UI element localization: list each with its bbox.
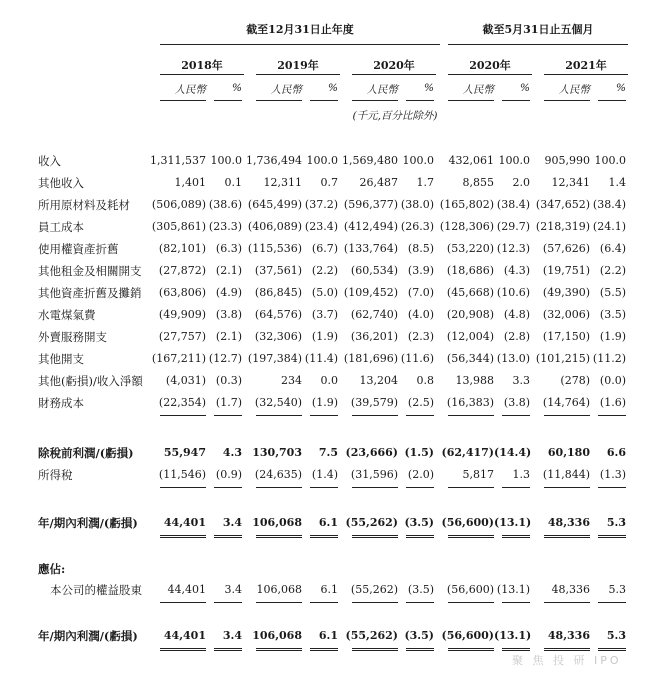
column-header-rmb: 人民幣 bbox=[270, 84, 302, 96]
percentage-cell: (4.3) bbox=[503, 264, 530, 277]
percentage-cell: 1.4 bbox=[608, 176, 626, 189]
amount-cell: (62,417) bbox=[441, 446, 494, 459]
amount-cell: (596,377) bbox=[343, 198, 398, 211]
subtotal-rule bbox=[310, 487, 338, 488]
total-double-rule bbox=[406, 648, 434, 651]
subtotal-rule bbox=[502, 487, 530, 488]
table-row-income-tax bbox=[0, 466, 661, 484]
amount-cell: (101,215) bbox=[535, 352, 590, 365]
percentage-cell: (1.9) bbox=[599, 330, 626, 343]
percentage-cell: (4.8) bbox=[503, 308, 530, 321]
amount-cell: 106,068 bbox=[252, 629, 302, 642]
percentage-cell: (13.1) bbox=[494, 516, 532, 529]
row-label: 其他(虧損)/收入淨額 bbox=[38, 374, 143, 388]
subtotal-rule bbox=[598, 602, 626, 603]
column-header-pct: % bbox=[424, 82, 434, 94]
percentage-cell: 7.5 bbox=[318, 446, 338, 459]
row-label: 其他資產折舊及攤銷 bbox=[38, 286, 142, 300]
column-header-pct: % bbox=[520, 82, 530, 94]
amount-cell: 55,947 bbox=[163, 446, 206, 459]
amount-cell: (62,740) bbox=[350, 308, 398, 321]
amount-cell: (53,220) bbox=[446, 242, 494, 255]
amount-cell: (11,844) bbox=[542, 468, 590, 481]
percentage-cell: (2.0) bbox=[407, 468, 434, 481]
column-header-pct: % bbox=[616, 82, 626, 94]
row-label: 水電煤氣費 bbox=[38, 308, 96, 322]
percentage-cell: 0.0 bbox=[320, 374, 338, 387]
percentage-cell: 0.8 bbox=[416, 374, 434, 387]
amount-cell: (32,306) bbox=[254, 330, 302, 343]
total-double-rule bbox=[310, 535, 338, 538]
total-double-rule bbox=[598, 648, 626, 651]
percentage-cell: 0.7 bbox=[320, 176, 338, 189]
amount-cell: (645,499) bbox=[247, 198, 302, 211]
watermark: 聚 焦 投 研 IPO bbox=[512, 654, 622, 667]
percentage-cell: (38.4) bbox=[496, 198, 530, 211]
amount-cell: (56,600) bbox=[441, 629, 494, 642]
total-double-rule bbox=[544, 648, 590, 651]
table-row-profit-for-period-total bbox=[0, 627, 661, 645]
amount-cell: (181,696) bbox=[343, 352, 398, 365]
percentage-cell: (2.2) bbox=[599, 264, 626, 277]
amount-cell: (82,101) bbox=[158, 242, 206, 255]
amount-cell: (24,635) bbox=[254, 468, 302, 481]
column-rule bbox=[160, 100, 206, 101]
group-header-five-months: 截至5月31日止五個月 bbox=[482, 23, 594, 36]
total-double-rule bbox=[160, 535, 206, 538]
amount-cell: 905,990 bbox=[544, 154, 590, 167]
percentage-cell: (38.4) bbox=[592, 198, 626, 211]
amount-cell: (347,652) bbox=[535, 198, 590, 211]
table-row-other-income bbox=[0, 174, 661, 192]
subtotal-rule bbox=[502, 602, 530, 603]
subtotal-rule bbox=[544, 415, 590, 416]
amount-cell: 13,204 bbox=[359, 374, 398, 387]
amount-cell: (64,576) bbox=[254, 308, 302, 321]
total-double-rule bbox=[502, 535, 530, 538]
subtotal-rule bbox=[448, 415, 494, 416]
column-header-pct: % bbox=[328, 82, 338, 94]
subtotal-rule bbox=[160, 602, 206, 603]
subtotal-rule bbox=[598, 487, 626, 488]
amount-cell: 106,068 bbox=[252, 516, 302, 529]
row-label: 外賣服務開支 bbox=[38, 330, 107, 344]
subtotal-rule bbox=[256, 487, 302, 488]
total-double-rule bbox=[406, 535, 434, 538]
row-label: 其他租金及相關開支 bbox=[38, 264, 142, 278]
subtotal-rule bbox=[352, 415, 398, 416]
amount-cell: (60,534) bbox=[350, 264, 398, 277]
row-label: 年/期內利潤/(虧損) bbox=[38, 629, 138, 643]
table-row-finance-costs bbox=[0, 394, 661, 412]
percentage-cell: (12.7) bbox=[208, 352, 242, 365]
total-double-rule bbox=[502, 648, 530, 651]
percentage-cell: (1.9) bbox=[311, 330, 338, 343]
table-row-profit-for-period bbox=[0, 514, 661, 532]
percentage-cell: 6.1 bbox=[318, 516, 338, 529]
table-row-delivery-expenses bbox=[0, 328, 661, 346]
percentage-cell: (0.9) bbox=[215, 468, 242, 481]
year-rule bbox=[352, 74, 436, 75]
subtotal-rule bbox=[352, 602, 398, 603]
percentage-cell: (6.4) bbox=[599, 242, 626, 255]
percentage-cell: (26.3) bbox=[400, 220, 434, 233]
amount-cell: (305,861) bbox=[151, 220, 206, 233]
subtotal-rule bbox=[160, 487, 206, 488]
percentage-cell: (4.9) bbox=[215, 286, 242, 299]
percentage-cell: (23.3) bbox=[208, 220, 242, 233]
year-rule bbox=[448, 74, 532, 75]
amount-cell: (86,845) bbox=[254, 286, 302, 299]
amount-cell: (412,494) bbox=[343, 220, 398, 233]
table-row-profit-before-tax bbox=[0, 444, 661, 462]
percentage-cell: (3.5) bbox=[407, 583, 434, 596]
amount-cell: (133,764) bbox=[343, 242, 398, 255]
subtotal-rule bbox=[214, 487, 242, 488]
amount-cell: (115,536) bbox=[247, 242, 302, 255]
percentage-cell: (10.6) bbox=[496, 286, 530, 299]
table-row-other-rentals bbox=[0, 262, 661, 280]
row-label: 其他收入 bbox=[38, 176, 84, 190]
table-row-staff-costs bbox=[0, 218, 661, 236]
percentage-cell: (2.2) bbox=[311, 264, 338, 277]
amount-cell: (11,546) bbox=[158, 468, 206, 481]
total-double-rule bbox=[256, 535, 302, 538]
year-header-2020: 2020年 bbox=[373, 59, 415, 72]
row-label: 本公司的權益股東 bbox=[50, 583, 142, 597]
year-rule bbox=[160, 74, 244, 75]
percentage-cell: 6.6 bbox=[606, 446, 626, 459]
amount-cell: (55,262) bbox=[345, 629, 398, 642]
amount-cell: 130,703 bbox=[252, 446, 302, 459]
amount-cell: (23,666) bbox=[345, 446, 398, 459]
total-double-rule bbox=[352, 535, 398, 538]
percentage-cell: (5.0) bbox=[311, 286, 338, 299]
column-rule bbox=[256, 100, 302, 101]
amount-cell: 106,068 bbox=[256, 583, 302, 596]
amount-cell: (39,579) bbox=[350, 396, 398, 409]
subtotal-rule bbox=[448, 487, 494, 488]
amount-cell: (197,384) bbox=[247, 352, 302, 365]
amount-cell: (55,262) bbox=[350, 583, 398, 596]
percentage-cell: (3.8) bbox=[215, 308, 242, 321]
row-label: 使用權資產折舊 bbox=[38, 242, 119, 256]
amount-cell: 1,569,480 bbox=[342, 154, 398, 167]
percentage-cell: 100.0 bbox=[594, 154, 626, 167]
percentage-cell: (2.5) bbox=[407, 396, 434, 409]
amount-cell: (20,908) bbox=[446, 308, 494, 321]
percentage-cell: (11.4) bbox=[304, 352, 338, 365]
amount-cell: (12,004) bbox=[446, 330, 494, 343]
column-rule bbox=[598, 100, 626, 101]
percentage-cell: (5.5) bbox=[599, 286, 626, 299]
percentage-cell: (29.7) bbox=[496, 220, 530, 233]
percentage-cell: (13.1) bbox=[494, 629, 532, 642]
amount-cell: 48,336 bbox=[547, 629, 590, 642]
year-header-2020-five-months: 2020年 bbox=[469, 59, 511, 72]
amount-cell: 44,401 bbox=[167, 583, 206, 596]
percentage-cell: 2.0 bbox=[512, 176, 530, 189]
row-label: 其他開支 bbox=[38, 352, 84, 366]
percentage-cell: (2.3) bbox=[407, 330, 434, 343]
amount-cell: (406,089) bbox=[247, 220, 302, 233]
amount-cell: 48,336 bbox=[551, 583, 590, 596]
amount-cell: (49,909) bbox=[158, 308, 206, 321]
percentage-cell: (24.1) bbox=[592, 220, 626, 233]
percentage-cell: (8.5) bbox=[407, 242, 434, 255]
percentage-cell: (12.3) bbox=[496, 242, 530, 255]
percentage-cell: (37.2) bbox=[304, 198, 338, 211]
amount-cell: (16,383) bbox=[446, 396, 494, 409]
percentage-cell: (4.0) bbox=[407, 308, 434, 321]
amount-cell: 44,401 bbox=[163, 516, 206, 529]
row-label: 財務成本 bbox=[38, 396, 84, 410]
subtotal-rule bbox=[544, 602, 590, 603]
table-row-revenue bbox=[0, 152, 661, 170]
amount-cell: 1,311,537 bbox=[150, 154, 206, 167]
subtotal-rule bbox=[406, 487, 434, 488]
subtotal-rule bbox=[256, 602, 302, 603]
total-double-rule bbox=[256, 648, 302, 651]
table-row-other-net-gains bbox=[0, 372, 661, 390]
percentage-cell: 3.4 bbox=[222, 516, 242, 529]
amount-cell: (128,306) bbox=[439, 220, 494, 233]
year-header-2019: 2019年 bbox=[277, 59, 319, 72]
column-rule bbox=[406, 100, 434, 101]
percentage-cell: (3.5) bbox=[599, 308, 626, 321]
amount-cell: (109,452) bbox=[343, 286, 398, 299]
percentage-cell: (14.4) bbox=[494, 446, 532, 459]
amount-cell: (37,561) bbox=[254, 264, 302, 277]
amount-cell: (56,600) bbox=[446, 583, 494, 596]
row-label: 收入 bbox=[38, 154, 61, 168]
percentage-cell: 1.7 bbox=[416, 176, 434, 189]
column-rule bbox=[502, 100, 530, 101]
table-row-attributable-to bbox=[0, 560, 661, 578]
row-label: 年/期內利潤/(虧損) bbox=[38, 516, 138, 530]
column-rule bbox=[352, 100, 398, 101]
column-header-rmb: 人民幣 bbox=[558, 84, 590, 96]
subtotal-rule bbox=[214, 415, 242, 416]
subtotal-rule bbox=[256, 415, 302, 416]
amount-cell: 12,311 bbox=[263, 176, 302, 189]
total-double-rule bbox=[352, 648, 398, 651]
percentage-cell: 6.1 bbox=[320, 583, 338, 596]
amount-cell: (49,390) bbox=[542, 286, 590, 299]
amount-cell: 234 bbox=[281, 374, 302, 387]
amount-cell: (4,031) bbox=[165, 374, 206, 387]
table-row-rou-depreciation bbox=[0, 240, 661, 258]
amount-cell: (31,596) bbox=[350, 468, 398, 481]
amount-cell: 48,336 bbox=[547, 516, 590, 529]
group-header-annual: 截至12月31日止年度 bbox=[246, 23, 354, 36]
percentage-cell: (13.1) bbox=[496, 583, 530, 596]
percentage-cell: (38.6) bbox=[208, 198, 242, 211]
subtotal-rule bbox=[544, 487, 590, 488]
amount-cell: 1,736,494 bbox=[246, 154, 302, 167]
amount-cell: (45,668) bbox=[446, 286, 494, 299]
column-rule bbox=[214, 100, 242, 101]
percentage-cell: 0.1 bbox=[224, 176, 242, 189]
percentage-cell: 3.4 bbox=[222, 629, 242, 642]
subtotal-rule bbox=[352, 487, 398, 488]
percentage-cell: 100.0 bbox=[210, 154, 242, 167]
percentage-cell: (11.2) bbox=[592, 352, 626, 365]
amount-cell: (18,686) bbox=[446, 264, 494, 277]
amount-cell: 5,817 bbox=[462, 468, 494, 481]
column-rule bbox=[448, 100, 494, 101]
total-double-rule bbox=[214, 648, 242, 651]
percentage-cell: (2.8) bbox=[503, 330, 530, 343]
amount-cell: 1,401 bbox=[174, 176, 206, 189]
percentage-cell: (13.0) bbox=[496, 352, 530, 365]
percentage-cell: 1.3 bbox=[512, 468, 530, 481]
amount-cell: (278) bbox=[560, 374, 590, 387]
column-header-rmb: 人民幣 bbox=[462, 84, 494, 96]
amount-cell: (55,262) bbox=[345, 516, 398, 529]
subtotal-rule bbox=[214, 602, 242, 603]
total-double-rule bbox=[214, 535, 242, 538]
subtotal-rule bbox=[310, 415, 338, 416]
column-header-pct: % bbox=[232, 82, 242, 94]
percentage-cell: 100.0 bbox=[498, 154, 530, 167]
percentage-cell: (1.9) bbox=[311, 396, 338, 409]
amount-cell: 13,988 bbox=[455, 374, 494, 387]
total-double-rule bbox=[160, 648, 206, 651]
percentage-cell: (1.4) bbox=[311, 468, 338, 481]
amount-cell: (56,600) bbox=[441, 516, 494, 529]
percentage-cell: (2.1) bbox=[215, 264, 242, 277]
percentage-cell: (6.7) bbox=[311, 242, 338, 255]
group-rule-five-months bbox=[448, 44, 628, 45]
percentage-cell: (11.6) bbox=[400, 352, 434, 365]
subtotal-rule bbox=[406, 415, 434, 416]
amount-cell: (506,089) bbox=[151, 198, 206, 211]
total-double-rule bbox=[448, 535, 494, 538]
table-row-other-expenses bbox=[0, 350, 661, 368]
year-header-2021-five-months: 2021年 bbox=[565, 59, 607, 72]
group-rule-annual bbox=[160, 44, 440, 45]
percentage-cell: (3.5) bbox=[404, 516, 434, 529]
subtotal-rule bbox=[160, 415, 206, 416]
amount-cell: 60,180 bbox=[547, 446, 590, 459]
table-row-equity-shareholders bbox=[0, 581, 661, 599]
amount-cell: (165,802) bbox=[439, 198, 494, 211]
total-double-rule bbox=[544, 535, 590, 538]
percentage-cell: 4.3 bbox=[222, 446, 242, 459]
amount-cell: 44,401 bbox=[163, 629, 206, 642]
row-label: 應佔: bbox=[38, 562, 66, 576]
table-row-raw-materials bbox=[0, 196, 661, 214]
percentage-cell: (6.3) bbox=[215, 242, 242, 255]
row-label: 員工成本 bbox=[38, 220, 84, 234]
percentage-cell: (2.1) bbox=[215, 330, 242, 343]
table-row-utilities bbox=[0, 306, 661, 324]
amount-cell: (14,764) bbox=[542, 396, 590, 409]
percentage-cell: (7.0) bbox=[407, 286, 434, 299]
amount-cell: (17,150) bbox=[542, 330, 590, 343]
amount-cell: 8,855 bbox=[462, 176, 494, 189]
row-label: 所得稅 bbox=[38, 468, 73, 482]
column-header-rmb: 人民幣 bbox=[174, 84, 206, 96]
subtotal-rule bbox=[502, 415, 530, 416]
column-rule bbox=[544, 100, 590, 101]
percentage-cell: (3.8) bbox=[503, 396, 530, 409]
column-rule bbox=[310, 100, 338, 101]
amount-cell: (27,872) bbox=[158, 264, 206, 277]
percentage-cell: (0.0) bbox=[599, 374, 626, 387]
amount-cell: 432,061 bbox=[448, 154, 494, 167]
percentage-cell: 5.3 bbox=[608, 583, 626, 596]
year-rule bbox=[256, 74, 340, 75]
percentage-cell: (1.7) bbox=[215, 396, 242, 409]
amount-cell: (167,211) bbox=[151, 352, 206, 365]
percentage-cell: (38.0) bbox=[400, 198, 434, 211]
percentage-cell: 3.4 bbox=[224, 583, 242, 596]
row-label: 除稅前利潤/(虧損) bbox=[38, 446, 134, 460]
amount-cell: 26,487 bbox=[359, 176, 398, 189]
amount-cell: 12,341 bbox=[551, 176, 590, 189]
percentage-cell: (1.5) bbox=[404, 446, 434, 459]
subtotal-rule bbox=[598, 415, 626, 416]
table-row-other-depreciation bbox=[0, 284, 661, 302]
percentage-cell: 3.3 bbox=[512, 374, 530, 387]
amount-cell: (32,540) bbox=[254, 396, 302, 409]
percentage-cell: 5.3 bbox=[606, 629, 626, 642]
total-double-rule bbox=[598, 535, 626, 538]
subtotal-rule bbox=[448, 602, 494, 603]
amount-cell: (218,319) bbox=[535, 220, 590, 233]
percentage-cell: 100.0 bbox=[402, 154, 434, 167]
amount-cell: (56,344) bbox=[446, 352, 494, 365]
percentage-cell: (0.3) bbox=[215, 374, 242, 387]
total-double-rule bbox=[310, 648, 338, 651]
amount-cell: (63,806) bbox=[158, 286, 206, 299]
year-rule bbox=[544, 74, 628, 75]
total-double-rule bbox=[448, 648, 494, 651]
amount-cell: (57,626) bbox=[542, 242, 590, 255]
amount-cell: (22,354) bbox=[158, 396, 206, 409]
percentage-cell: 100.0 bbox=[306, 154, 338, 167]
year-header-2018: 2018年 bbox=[181, 59, 223, 72]
percentage-cell: (1.3) bbox=[599, 468, 626, 481]
row-label: 所用原材料及耗材 bbox=[38, 198, 130, 212]
amount-cell: (19,751) bbox=[542, 264, 590, 277]
percentage-cell: 6.1 bbox=[318, 629, 338, 642]
unit-note: (千元,百分比除外) bbox=[352, 110, 438, 122]
percentage-cell: (3.7) bbox=[311, 308, 338, 321]
amount-cell: (32,006) bbox=[542, 308, 590, 321]
percentage-cell: (1.6) bbox=[599, 396, 626, 409]
column-header-rmb: 人民幣 bbox=[366, 84, 398, 96]
percentage-cell: 5.3 bbox=[606, 516, 626, 529]
amount-cell: (36,201) bbox=[350, 330, 398, 343]
percentage-cell: (3.9) bbox=[407, 264, 434, 277]
subtotal-rule bbox=[310, 602, 338, 603]
amount-cell: (27,757) bbox=[158, 330, 206, 343]
percentage-cell: (23.4) bbox=[304, 220, 338, 233]
subtotal-rule bbox=[406, 602, 434, 603]
percentage-cell: (3.5) bbox=[404, 629, 434, 642]
